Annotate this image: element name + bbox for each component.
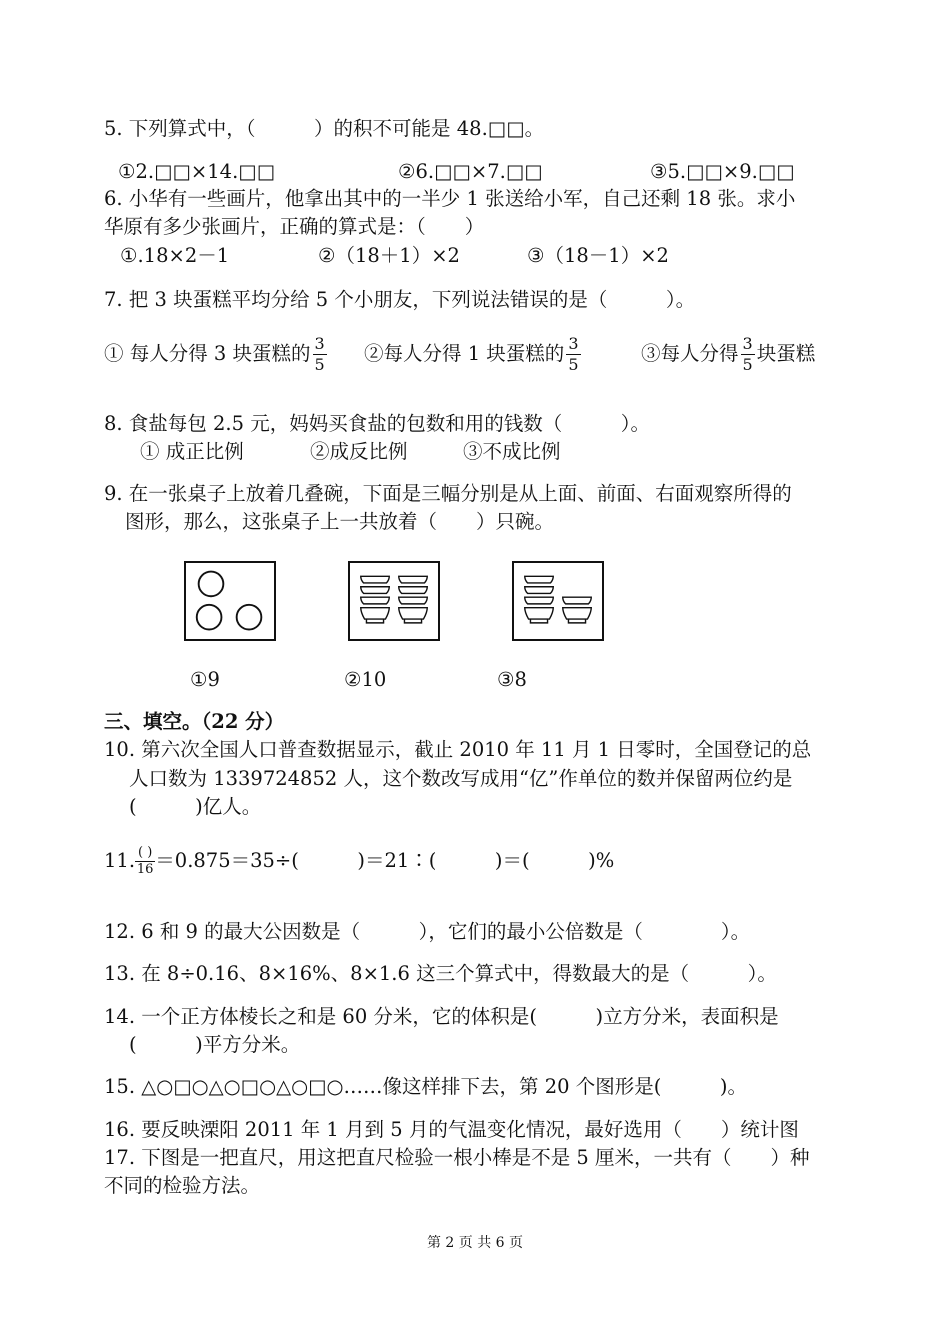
q8-option-3: ③不成比例 bbox=[463, 440, 561, 463]
q14-stem-line1: 14. 一个正方体棱长之和是 60 分米，它的体积是( )立方分米，表面积是 bbox=[104, 1005, 779, 1028]
q7-option-3 bbox=[641, 334, 815, 375]
q7-option-2-fraction bbox=[566, 334, 580, 375]
bowl-stack-right bbox=[563, 597, 592, 623]
q16-stem: 16. 要反映溧阳 2011 年 1 月到 5 月的气温变化情况，最好选用（ ）统计图 bbox=[104, 1118, 799, 1141]
q11-equation: ＝0.875＝35÷( )＝21∶( )＝( )% bbox=[155, 849, 615, 872]
q7-option-3-fraction bbox=[741, 334, 755, 375]
page-footer: 第 2 页 共 6 页 bbox=[426, 1235, 524, 1251]
fraction-numerator: 3 bbox=[742, 334, 753, 353]
q5-option-2: ②6.□□×7.□□ bbox=[398, 160, 543, 183]
q9-stem-line2: 图形，那么，这张桌子上一共放着（ ）只碗。 bbox=[125, 510, 555, 533]
q8-option-2: ②成反比例 bbox=[310, 440, 408, 463]
front-view-figure bbox=[348, 561, 440, 641]
fraction-denominator: 5 bbox=[314, 355, 325, 374]
q10-stem-line2: 人口数为 1339724852 人，这个数改写成用“亿”作单位的数并保留两位约是 bbox=[129, 767, 793, 790]
q12-stem: 12. 6 和 9 的最大公因数是（ ），它们的最小公倍数是（ ）。 bbox=[104, 920, 751, 943]
q11-fraction bbox=[135, 845, 155, 878]
right-view-figure bbox=[512, 561, 604, 641]
q6-option-3: ③（18－1）×2 bbox=[527, 244, 669, 267]
q9-option-1: ①9 bbox=[190, 668, 220, 691]
bowl-stack-circle bbox=[237, 605, 262, 630]
q10-stem-line1: 10. 第六次全国人口普查数据显示，截止 2010 年 11 月 1 日零时，全国登记的总 bbox=[104, 738, 812, 761]
q7-option-3-suffix: 块蛋糕 bbox=[756, 342, 816, 365]
bowl-stack-right bbox=[399, 576, 428, 623]
fraction-denominator: 5 bbox=[742, 355, 753, 374]
q9-option-2: ②10 bbox=[344, 668, 387, 691]
section-3-heading: 三、填空。（22 分） bbox=[104, 710, 285, 733]
q7-option-2-text: ②每人分得 1 块蛋糕的 bbox=[364, 342, 565, 365]
q6-option-1: ①.18×2－1 bbox=[120, 244, 230, 267]
q17-stem-line2: 不同的检验方法。 bbox=[104, 1174, 261, 1197]
fraction-denominator: 16 bbox=[136, 862, 154, 877]
bowl-stack-left bbox=[361, 576, 390, 623]
q5-stem: 5. 下列算式中，（ ）的积不可能是 48.□□。 bbox=[104, 117, 545, 140]
q9-option-3: ③8 bbox=[497, 668, 527, 691]
fraction-denominator: 5 bbox=[568, 355, 579, 374]
q7-option-2 bbox=[364, 334, 583, 375]
q7-stem: 7. 把 3 块蛋糕平均分给 5 个小朋友，下列说法错误的是（ ）。 bbox=[104, 288, 696, 311]
q8-stem: 8. 食盐每包 2.5 元，妈妈买食盐的包数和用的钱数（ ）。 bbox=[104, 412, 650, 435]
fraction-numerator: 3 bbox=[314, 334, 325, 353]
q6-stem-line1: 6. 小华有一些画片，他拿出其中的一半少 1 张送给小军，自己还剩 18 张。求小 bbox=[104, 187, 796, 210]
q11-number: 11. bbox=[104, 849, 136, 872]
q8-option-1: ① 成正比例 bbox=[140, 440, 244, 463]
q6-stem-line2: 华原有多少张画片，正确的算式是：（ ） bbox=[104, 215, 485, 238]
q14-stem-line2: ( )平方分米。 bbox=[129, 1033, 301, 1056]
q7-option-3-text: ③每人分得 bbox=[641, 342, 739, 365]
q7-option-1-fraction bbox=[313, 334, 327, 375]
q11-stem bbox=[104, 839, 614, 883]
bowl-stack-circle bbox=[199, 572, 224, 597]
top-view-figure bbox=[184, 561, 276, 641]
q10-stem-line3: ( )亿人。 bbox=[129, 795, 262, 818]
fraction-numerator: ( ) bbox=[135, 845, 155, 862]
q5-option-3: ③5.□□×9.□□ bbox=[650, 160, 795, 183]
bowl-stack-left bbox=[525, 576, 554, 623]
q15-stem: 15. △○□○△○□○△○□○……像这样排下去，第 20 个图形是( )。 bbox=[104, 1075, 747, 1098]
q9-stem-line1: 9. 在一张桌子上放着几叠碗，下面是三幅分别是从上面、前面、右面观察所得的 bbox=[104, 482, 792, 505]
q7-option-1 bbox=[104, 334, 329, 375]
q13-stem: 13. 在 8÷0.16、8×16%、8×1.6 这三个算式中，得数最大的是（ ）。 bbox=[104, 962, 777, 985]
q7-option-1-text: ① 每人分得 3 块蛋糕的 bbox=[104, 342, 311, 365]
q17-stem-line1: 17. 下图是一把直尺，用这把直尺检验一根小棒是不是 5 厘米，一共有（ ）种 bbox=[104, 1146, 810, 1169]
bowl-stack-circle bbox=[197, 605, 222, 630]
fraction-numerator: 3 bbox=[568, 334, 579, 353]
q6-option-2: ②（18＋1）×2 bbox=[318, 244, 460, 267]
q5-option-1: ①2.□□×14.□□ bbox=[118, 160, 276, 183]
